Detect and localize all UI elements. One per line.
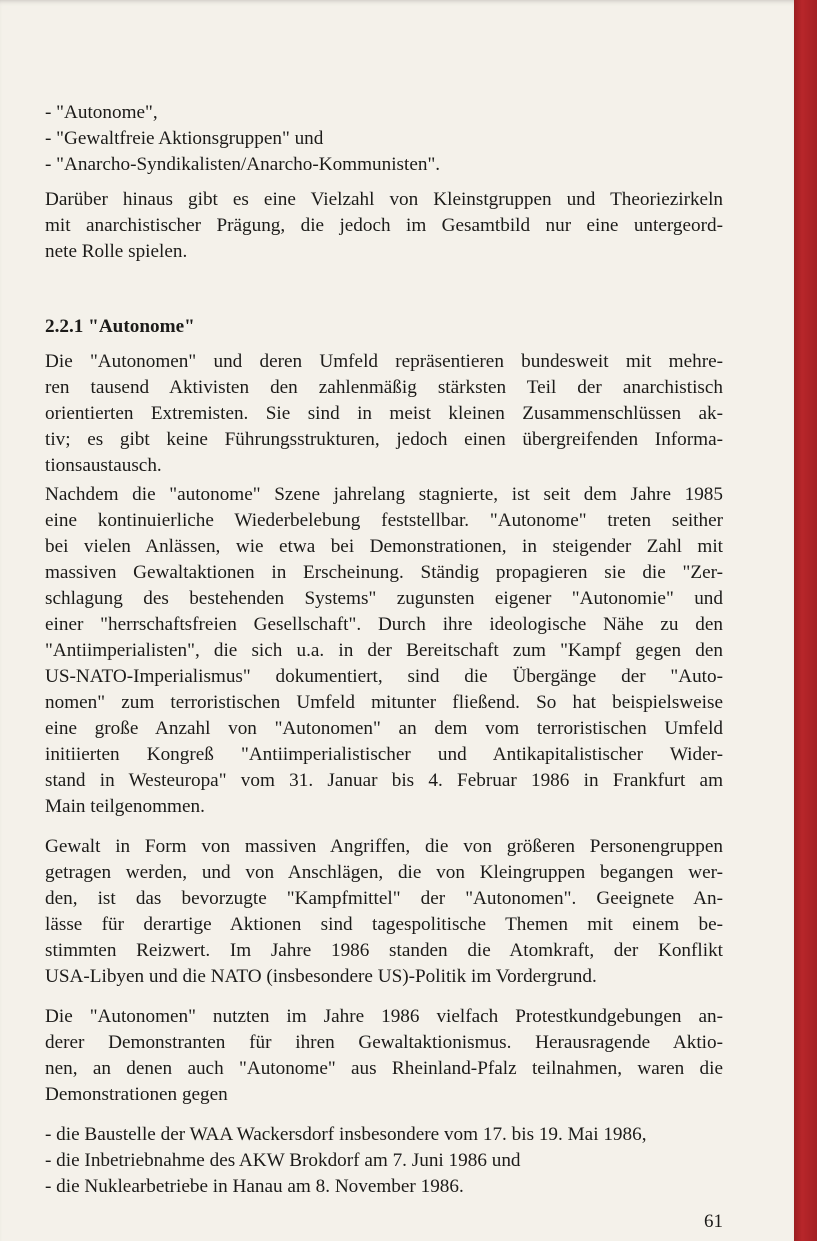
organization-list <box>45 100 723 178</box>
demonstration-list <box>45 1122 723 1200</box>
paragraph-gewalt <box>45 834 723 990</box>
text-line: "Antiimperialisten", die sich u.a. in der Bereitschaft zum "Kampf gegen den <box>45 640 723 661</box>
text-line: eine kontinuierliche Wiederbelebung feststellbar. "Autonome" treten seither <box>45 510 723 531</box>
text-line: orientierten Extremisten. Sie sind in meist kleinen Zusammenschlüssen ak- <box>45 403 723 424</box>
text-line: USA-Libyen und die NATO (insbesondere US)-Politik im Vordergrund. <box>45 966 597 987</box>
text-line: Nachdem die "autonome" Szene jahrelang stagnierte, ist seit dem Jahre 1985 <box>45 484 723 505</box>
section-heading: 2.2.1 "Autonome" <box>45 316 195 337</box>
text-line: tionsaustausch. <box>45 455 162 476</box>
page-number: 61 <box>704 1211 723 1232</box>
text-line: Demonstrationen gegen <box>45 1084 228 1105</box>
text-line: ren tausend Aktivisten den zahlenmäßig stärksten Teil der anarchistisch <box>45 377 723 398</box>
text-line: einer "herrschaftsfreien Gesellschaft". Durch ihre ideologische Nähe zu den <box>45 614 723 635</box>
text-line: US-NATO-Imperialismus" dokumentiert, sind die Übergänge der "Auto- <box>45 666 723 687</box>
text-line: bei vielen Anlässen, wie etwa bei Demonstrationen, in steigender Zahl mit <box>45 536 723 557</box>
text-line: den, ist das bevorzugte "Kampfmittel" der "Autonomen". Geeignete An- <box>45 888 723 909</box>
text-line: Die "Autonomen" und deren Umfeld repräsentieren bundesweit mit mehre- <box>45 351 723 372</box>
page-content <box>45 100 723 1200</box>
list-item: - "Autonome", <box>45 102 158 123</box>
text-line: massiven Gewaltaktionen in Erscheinung. Ständig propagieren sie die "Zer- <box>45 562 723 583</box>
text-line: stand in Westeuropa" vom 31. Januar bis 4. Februar 1986 in Frankfurt am <box>45 770 723 791</box>
text-line: Darüber hinaus gibt es eine Vielzahl von Kleinstgruppen und Theoriezirkeln <box>45 189 723 210</box>
list-item: - "Gewaltfreie Aktionsgruppen" und <box>45 128 324 149</box>
text-line: nomen" zum terroristischen Umfeld mitunter fließend. So hat beispielsweise <box>45 692 723 713</box>
list-item: - die Baustelle der WAA Wackersdorf insbesondere vom 17. bis 19. Mai 1986, <box>45 1124 647 1145</box>
list-item: - die Inbetriebnahme des AKW Brokdorf am 7. Juni 1986 und <box>45 1150 521 1171</box>
text-line: Die "Autonomen" nutzten im Jahre 1986 vielfach Protestkundgebungen an- <box>45 1006 723 1027</box>
text-line: lässe für derartige Aktionen sind tagespolitische Themen mit einem be- <box>45 914 723 935</box>
paragraph-demonstrationen <box>45 1004 723 1108</box>
paragraph-intro <box>45 187 723 265</box>
text-line: mit anarchistischer Prägung, die jedoch im Gesamtbild nur eine untergeord- <box>45 215 723 236</box>
text-line: stimmten Reizwert. Im Jahre 1986 standen die Atomkraft, der Konflikt <box>45 940 723 961</box>
text-line: tiv; es gibt keine Führungsstrukturen, jedoch einen übergreifenden Informa- <box>45 429 723 450</box>
text-line: schlagung des bestehenden Systems" zugunsten eigener "Autonomie" und <box>45 588 723 609</box>
text-line: Main teilgenommen. <box>45 796 205 817</box>
book-edge <box>794 0 817 1241</box>
paragraph-autonome <box>45 349 723 479</box>
text-line: eine große Anzahl von "Autonomen" an dem vom terroristischen Umfeld <box>45 718 723 739</box>
text-line: nete Rolle spielen. <box>45 241 188 262</box>
text-line: Gewalt in Form von massiven Angriffen, die von größeren Personengruppen <box>45 836 723 857</box>
text-line: getragen werden, und von Anschlägen, die von Kleingruppen begangen wer- <box>45 862 723 883</box>
text-line: initiierten Kongreß "Antiimperialistischer und Antikapitalistischer Wider- <box>45 744 723 765</box>
paragraph-szene <box>45 482 723 820</box>
list-item: - "Anarcho-Syndikalisten/Anarcho-Kommunisten". <box>45 154 441 175</box>
text-line: derer Demonstranten für ihren Gewaltaktionismus. Herausragende Aktio- <box>45 1032 723 1053</box>
text-line: nen, an denen auch "Autonome" aus Rheinland-Pfalz teilnahmen, waren die <box>45 1058 723 1079</box>
list-item: - die Nuklearbetriebe in Hanau am 8. November 1986. <box>45 1176 464 1197</box>
